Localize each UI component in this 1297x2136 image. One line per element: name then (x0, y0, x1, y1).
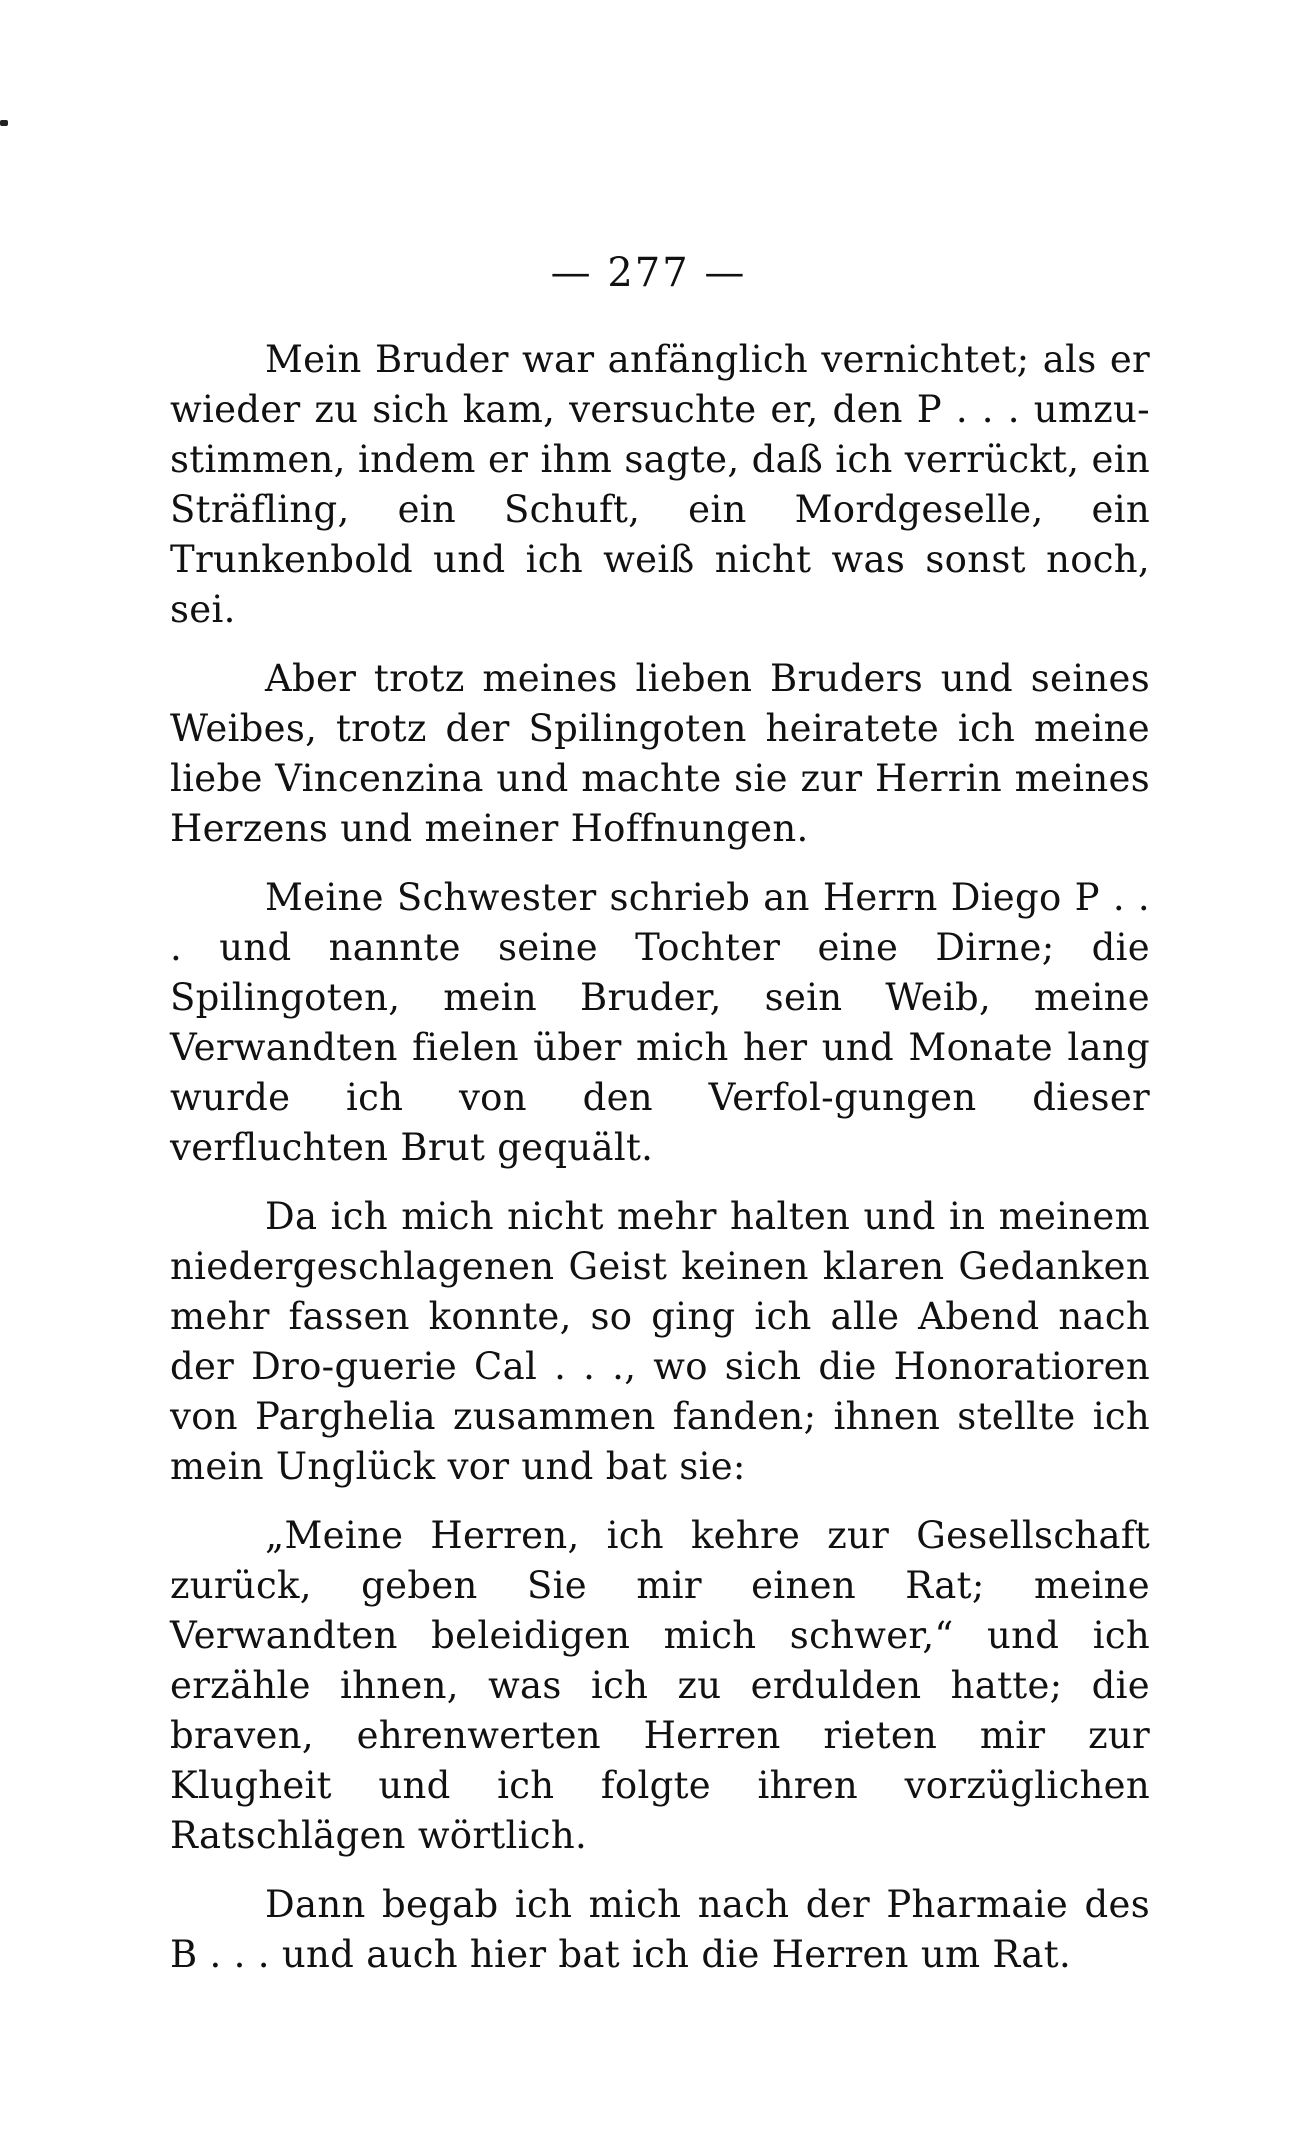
page-number: — 277 — (550, 250, 747, 296)
paragraph: „Meine Herren, ich kehre zur Gesellschaft zurück, geben Sie mir einen Rat; meine Verwandten beleidigen mich schwer,“ und ich erzähle ihnen, was ich zu erdulden hatte; die braven, ehrenwerten Herren rieten mir zur Klugheit und ich folgte ihren vorzüglichen Ratschlägen wörtlich. (170, 1514, 1150, 1857)
paragraph: Da ich mich nicht mehr halten und in meinem niedergeschlagenen Geist keinen klaren Gedanken mehr fassen konnte, so ging ich alle Abend nach der Dro-guerie Cal . . ., wo sich die Honoratioren von Parghelia zusammen fanden; ihnen stellte ich mein Unglück vor und bat sie: (170, 1195, 1150, 1488)
paragraph: Mein Bruder war anfänglich vernichtet; als er wieder zu sich kam, versuchte er, den P . . . umzu-stimmen, indem er ihm sagte, daß ich verrückt, ein Sträfling, ein Schuft, ein Mordgeselle, ein Trunkenbold und ich weiß nicht was sonst noch, sei. (170, 338, 1150, 631)
body-text (170, 335, 1150, 1999)
margin-mark (0, 120, 8, 126)
paragraph: Dann begab ich mich nach der Pharmaie des B . . . und auch hier bat ich die Herren um Rat. (170, 1883, 1150, 1976)
paragraph: Meine Schwester schrieb an Herrn Diego P . . . und nannte seine Tochter eine Dirne; die Spilingoten, mein Bruder, sein Weib, meine Verwandten fielen über mich her und Monate lang wurde ich von den Verfol-gungen dieser verfluchten Brut gequält. (170, 876, 1150, 1169)
paragraph: Aber trotz meines lieben Bruders und seines Weibes, trotz der Spilingoten heiratete ich meine liebe Vincenzina und machte sie zur Herrin meines Herzens und meiner Hoffnungen. (170, 657, 1150, 850)
